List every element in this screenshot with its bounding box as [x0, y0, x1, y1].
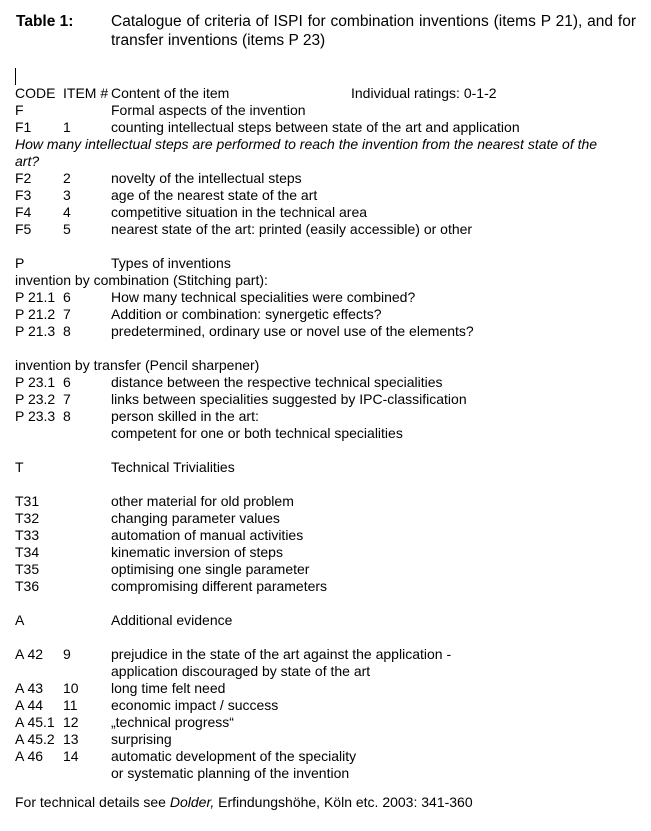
row-content: kinematic inversion of steps [111, 544, 283, 560]
table-row [15, 561, 640, 578]
row-content: competent for one or both technical specialities [111, 425, 403, 441]
table-row [15, 697, 640, 714]
row-item-number: 5 [63, 221, 71, 237]
header-ratings: Individual ratings: 0-1-2 [351, 85, 497, 101]
row-code: T36 [15, 578, 40, 594]
row-code: P 21.2 [15, 306, 56, 322]
row-content: novelty of the intellectual steps [111, 170, 302, 186]
text-cursor [15, 68, 16, 85]
row-content: or systematic planning of the invention [111, 765, 350, 781]
row-item-number: 3 [63, 187, 71, 203]
row-code: P [15, 255, 25, 271]
header-code: CODE [15, 85, 56, 101]
blank-row [15, 238, 640, 255]
row-content: Additional evidence [111, 612, 233, 628]
table-row [15, 731, 640, 748]
row-item-number: 8 [63, 408, 71, 424]
row-code: T31 [15, 493, 40, 509]
row-content: competitive situation in the technical area [111, 204, 368, 220]
row-content: surprising [111, 731, 172, 747]
row-item-number: 10 [63, 680, 79, 696]
table-row [15, 612, 640, 629]
table-row [15, 663, 640, 680]
row-content: automation of manual activities [111, 527, 304, 543]
table-row [15, 187, 640, 204]
row-code: P 23.1 [15, 374, 56, 390]
row-content: Types of inventions [111, 255, 231, 271]
blank-row [15, 595, 640, 612]
row-code: F4 [15, 204, 32, 220]
blank-row [15, 442, 640, 459]
row-content: Formal aspects of the invention [111, 102, 306, 118]
row-code: F1 [15, 119, 32, 135]
row-content: predetermined, ordinary use or novel use of the elements? [111, 323, 474, 339]
row-item-number: 6 [63, 289, 71, 305]
row-code: A 42 [15, 646, 44, 662]
row-code: F2 [15, 170, 32, 186]
row-item-number: 1 [63, 119, 71, 135]
row-item-number: 7 [63, 391, 71, 407]
row-content: Addition or combination: synergetic effects? [111, 306, 382, 322]
row-content: application discouraged by state of the art [111, 663, 371, 679]
section-subheading [15, 357, 640, 374]
table-row [15, 408, 640, 425]
row-code: A 45.1 [15, 714, 55, 730]
row-item-number: 12 [63, 714, 79, 730]
header-row [15, 85, 640, 102]
subheading-text: invention by combination (Stitching part): [15, 272, 268, 288]
row-item-number: 14 [63, 748, 79, 764]
footer-author: Dolder, [169, 794, 215, 810]
blank-row [15, 340, 640, 357]
row-content: Technical Trivialities [111, 459, 235, 475]
row-item-number: 8 [63, 323, 71, 339]
blank-row [15, 476, 640, 493]
row-content: „technical progress“ [111, 714, 234, 730]
row-code: T33 [15, 527, 40, 543]
table-row [15, 544, 640, 561]
table-row [15, 493, 640, 510]
table-row [15, 425, 640, 442]
header-content: Content of the item [111, 85, 230, 101]
row-code: P 23.3 [15, 408, 56, 424]
table-row [15, 459, 640, 476]
row-content: How many technical specialities were combined? [111, 289, 416, 305]
row-content: links between specialities suggested by IPC-classification [111, 391, 467, 407]
row-content: optimising one single parameter [111, 561, 310, 577]
table-row [15, 255, 640, 272]
footer-suffix: Erfindungshöhe, Köln etc. 2003: 341-360 [214, 794, 473, 810]
row-content: changing parameter values [111, 510, 280, 526]
row-code: A 43 [15, 680, 44, 696]
table-row [15, 748, 640, 765]
row-content: distance between the respective technical specialities [111, 374, 443, 390]
row-item-number: 9 [63, 646, 71, 662]
row-content: automatic development of the speciality [111, 748, 357, 764]
row-content: age of the nearest state of the art [111, 187, 318, 203]
criteria-table [15, 85, 640, 782]
subheading-text: invention by transfer (Pencil sharpener) [15, 357, 260, 373]
row-content: compromising different parameters [111, 578, 328, 594]
row-item-number: 7 [63, 306, 71, 322]
row-code: A [15, 612, 25, 628]
row-code: T34 [15, 544, 40, 560]
table-row [15, 306, 640, 323]
table-row [15, 221, 640, 238]
table-row [15, 391, 640, 408]
row-content: counting intellectual steps between state of the art and application [111, 119, 520, 135]
row-item-number: 13 [63, 731, 79, 747]
table-row [15, 765, 640, 782]
row-content: other material for old problem [111, 493, 294, 509]
section-subheading [15, 272, 640, 289]
table-row [15, 102, 640, 119]
table-row [15, 578, 640, 595]
row-content: nearest state of the art: printed (easily accessible) or other [111, 221, 473, 237]
row-code: T35 [15, 561, 40, 577]
table-row [15, 289, 640, 306]
row-code: F5 [15, 221, 32, 237]
row-item-number: 11 [63, 697, 78, 713]
row-content: prejudice in the state of the art against the application - [111, 646, 452, 662]
row-code: P 23.2 [15, 391, 56, 407]
row-code: A 45.2 [15, 731, 55, 747]
header-item: ITEM # [63, 85, 109, 101]
table-row [15, 646, 640, 663]
row-item-number: 6 [63, 374, 71, 390]
table-row [15, 680, 640, 697]
row-code: P 21.3 [15, 323, 56, 339]
row-code: F [15, 102, 24, 118]
table-label: Table 1: [16, 13, 74, 30]
footer-prefix: For technical details see [15, 794, 170, 810]
row-code: F3 [15, 187, 32, 203]
row-item-number: 2 [63, 170, 71, 186]
row-code: A 44 [15, 697, 44, 713]
table-row [15, 204, 640, 221]
table-row [15, 527, 640, 544]
blank-row [15, 629, 640, 646]
table-row [15, 119, 640, 136]
footer-note [15, 794, 473, 811]
table-row [15, 510, 640, 527]
row-code: A 46 [15, 748, 44, 764]
row-code: T32 [15, 510, 40, 526]
table-row [15, 170, 640, 187]
table-row [15, 714, 640, 731]
row-code: T [15, 459, 24, 475]
row-content: person skilled in the art: [111, 408, 259, 424]
table-row [15, 374, 640, 391]
row-item-number: 4 [63, 204, 71, 220]
question-note: How many intellectual steps are performed to reach the invention from the nearest state of the art? [15, 136, 598, 169]
table-caption: Catalogue of criteria of ISPI for combination inventions (items P 21), and for transfer inventions (items P 23) [111, 13, 636, 49]
table-row [15, 323, 640, 340]
row-content: long time felt need [111, 680, 226, 696]
row-code: P 21.1 [15, 289, 56, 305]
row-content: economic impact / success [111, 697, 279, 713]
